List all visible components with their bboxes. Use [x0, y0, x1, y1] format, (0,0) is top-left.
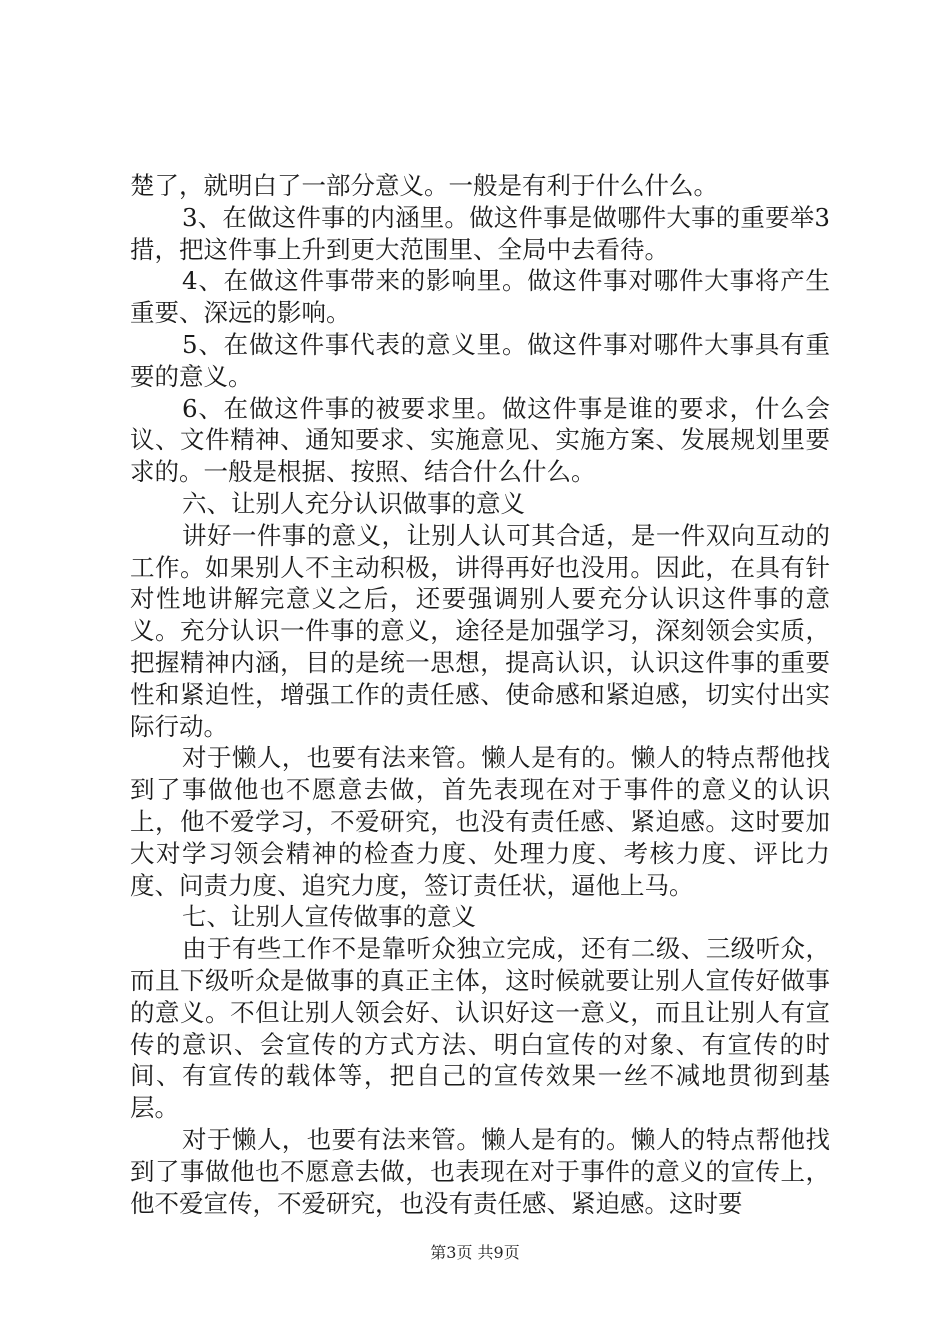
- paragraph-3: 4、在做这件事带来的影响里。做这件事对哪件大事将产生重要、深远的影响。: [130, 266, 830, 328]
- section-heading-6: 六、让别人充分认识做事的意义: [182, 488, 525, 518]
- page-number-footer: 第3页 共9页: [430, 1243, 520, 1262]
- section-heading-7: 七、让别人宣传做事的意义: [182, 902, 476, 932]
- document-body: [130, 170, 830, 1219]
- paragraph-5: 6、在做这件事的被要求里。做这件事是谁的要求，什么会议、文件精神、通知要求、实施意见、实施方案、发展规划里要求的。一般是根据、按照、结合什么什么。: [130, 393, 830, 487]
- paragraph-7: 讲好一件事的意义，让别人认可其合适，是一件双向互动的工作。如果别人不主动积极，讲得再好也没用。因此，在具有针对性地讲解完意义之后，还要强调别人要充分认识这件事的意义。充分认识一件事的意义，途径是加强学习，深刻领会实质，把握精神内涵，目的是统一思想，提高认识，认识这件事的重要性和紧迫性，增强工作的责任感、使命感和紧迫感，切实付出实际行动。: [130, 520, 830, 741]
- paragraph-10: 由于有些工作不是靠听众独立完成，还有二级、三级听众，而且下级听众是做事的真正主体，这时候就要让别人宣传好做事的意义。不但让别人领会好、认识好这一意义，而且让别人有宣传的意识、会宣传的方式方法、明白宣传的对象、有宣传的时间、有宣传的载体等，把自己的宣传效果一丝不减地贯彻到基层。: [130, 934, 830, 1123]
- paragraph-8: 对于懒人，也要有法来管。懒人是有的。懒人的特点帮他找到了事做他也不愿意去做，首先表现在对于事件的意义的认识上，他不爱学习，不爱研究，也没有责任感、紧迫感。这时要加大对学习领会精神的检查力度、处理力度、考核力度、评比力度、问责力度、追究力度，签订责任状，逼他上马。: [130, 743, 830, 900]
- paragraph-2: 3、在做这件事的内涵里。做这件事是做哪件大事的重要举3措，把这件事上升到更大范围里、全局中去看待。: [130, 202, 830, 264]
- paragraph-11: 对于懒人，也要有法来管。懒人是有的。懒人的特点帮他找到了事做他也不愿意去做，也表现在对于事件的意义的宣传上，他不爱宣传，不爱研究，也没有责任感、紧迫感。这时要: [130, 1124, 830, 1218]
- paragraph-1: 楚了，就明白了一部分意义。一般是有利于什么什么。: [130, 171, 718, 200]
- paragraph-4: 5、在做这件事代表的意义里。做这件事对哪件大事具有重要的意义。: [130, 329, 830, 391]
